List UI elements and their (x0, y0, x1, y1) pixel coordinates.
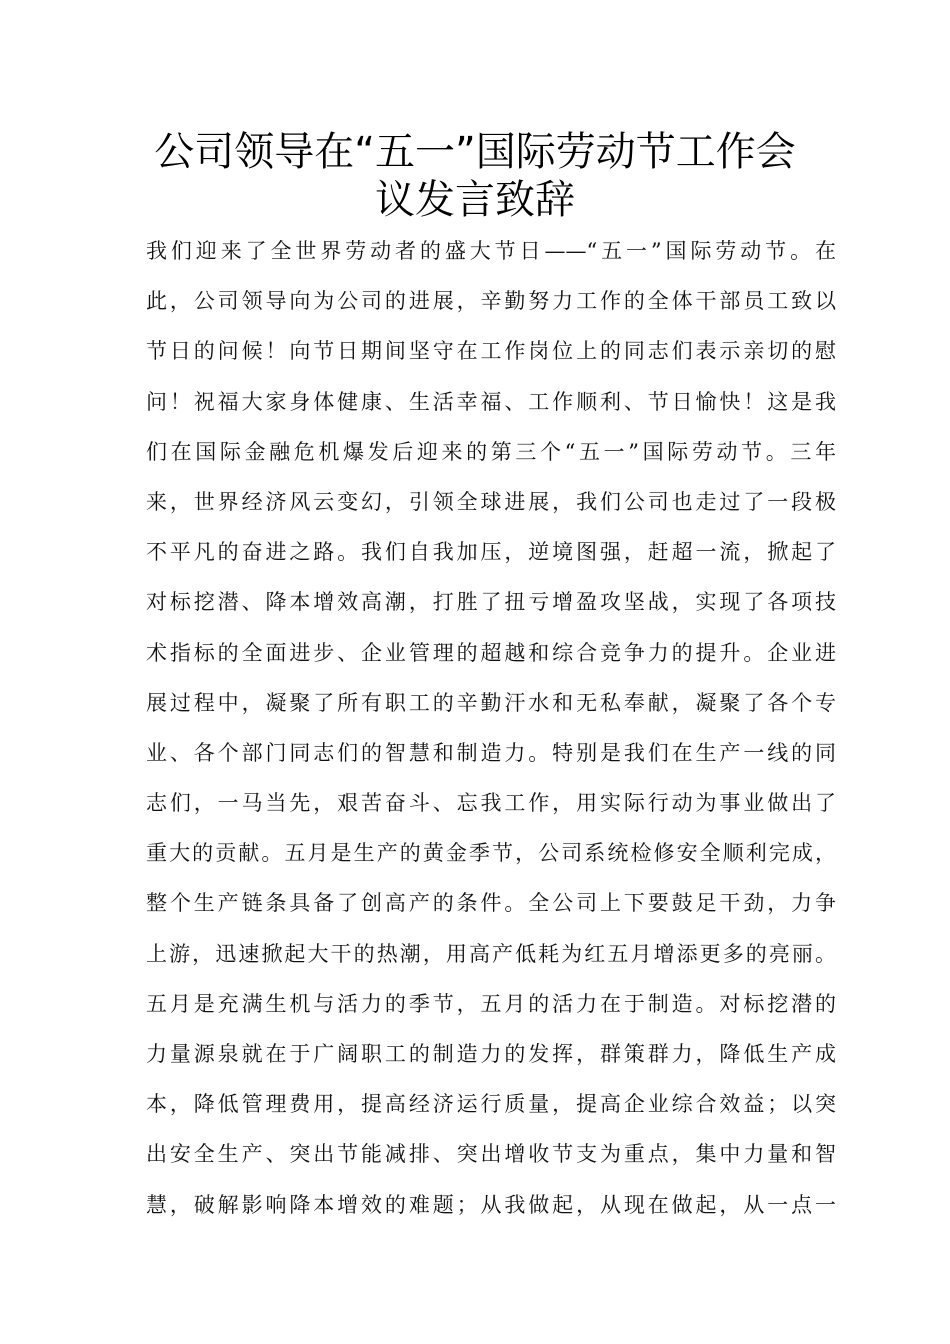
body-line: 本，降低管理费用，提高经济运行质量，提高企业综合效益；以突 (146, 1092, 836, 1117)
body-line: 重大的贡献。五月是生产的黄金季节，公司系统检修安全顺利完成， (146, 841, 836, 866)
title-line-2: 议发言致辞 (375, 177, 575, 223)
body-line: 不平凡的奋进之路。我们自我加压，逆境图强，赶超一流，掀起了 (146, 540, 836, 565)
body-line: 术指标的全面进步、企业管理的超越和综合竞争力的提升。企业进 (146, 640, 836, 665)
body-line: 五月是充满生机与活力的季节，五月的活力在于制造。对标挖潜的 (146, 991, 836, 1016)
body-line: 对标挖潜、降本增效高潮，打胜了扭亏增盈攻坚战，实现了各项技 (146, 590, 836, 615)
body-line: 出安全生产、突出节能减排、突出增收节支为重点，集中力量和智 (146, 1142, 836, 1167)
body-line: 慧，破解影响降本增效的难题；从我做起，从现在做起，从一点一 (146, 1192, 836, 1217)
body-line: 问！祝福大家身体健康、生活幸福、工作顺利、节日愉快！这是我 (146, 389, 836, 414)
body-line: 整个生产链条具备了创高产的条件。全公司上下要鼓足干劲，力争 (146, 891, 836, 916)
document-title (100, 128, 850, 224)
body-line: 们在国际金融危机爆发后迎来的第三个“五一”国际劳动节。三年 (146, 439, 836, 464)
body-line: 我们迎来了全世界劳动者的盛大节日——“五一”国际劳动节。在 (146, 239, 836, 263)
document-body (146, 233, 836, 1237)
body-line: 志们，一马当先，艰苦奋斗、忘我工作，用实际行动为事业做出了 (146, 791, 836, 816)
body-line: 业、各个部门同志们的智慧和制造力。特别是我们在生产一线的同 (146, 740, 836, 765)
body-line: 来，世界经济风云变幻，引领全球进展，我们公司也走过了一段极 (146, 489, 836, 514)
body-line: 节日的问候！向节日期间坚守在工作岗位上的同志们表示亲切的慰 (146, 339, 836, 364)
body-line: 力量源泉就在于广阔职工的制造力的发挥，群策群力，降低生产成 (146, 1042, 836, 1066)
body-line: 此，公司领导向为公司的进展，辛勤努力工作的全体干部员工致以 (146, 289, 836, 314)
title-line-1: 公司领导在“五一”国际劳动节工作会 (154, 129, 796, 175)
body-line: 展过程中，凝聚了所有职工的辛勤汗水和无私奉献，凝聚了各个专 (146, 690, 836, 715)
body-line: 上游，迅速掀起大干的热潮，用高产低耗为红五月增添更多的亮丽。 (146, 941, 836, 966)
